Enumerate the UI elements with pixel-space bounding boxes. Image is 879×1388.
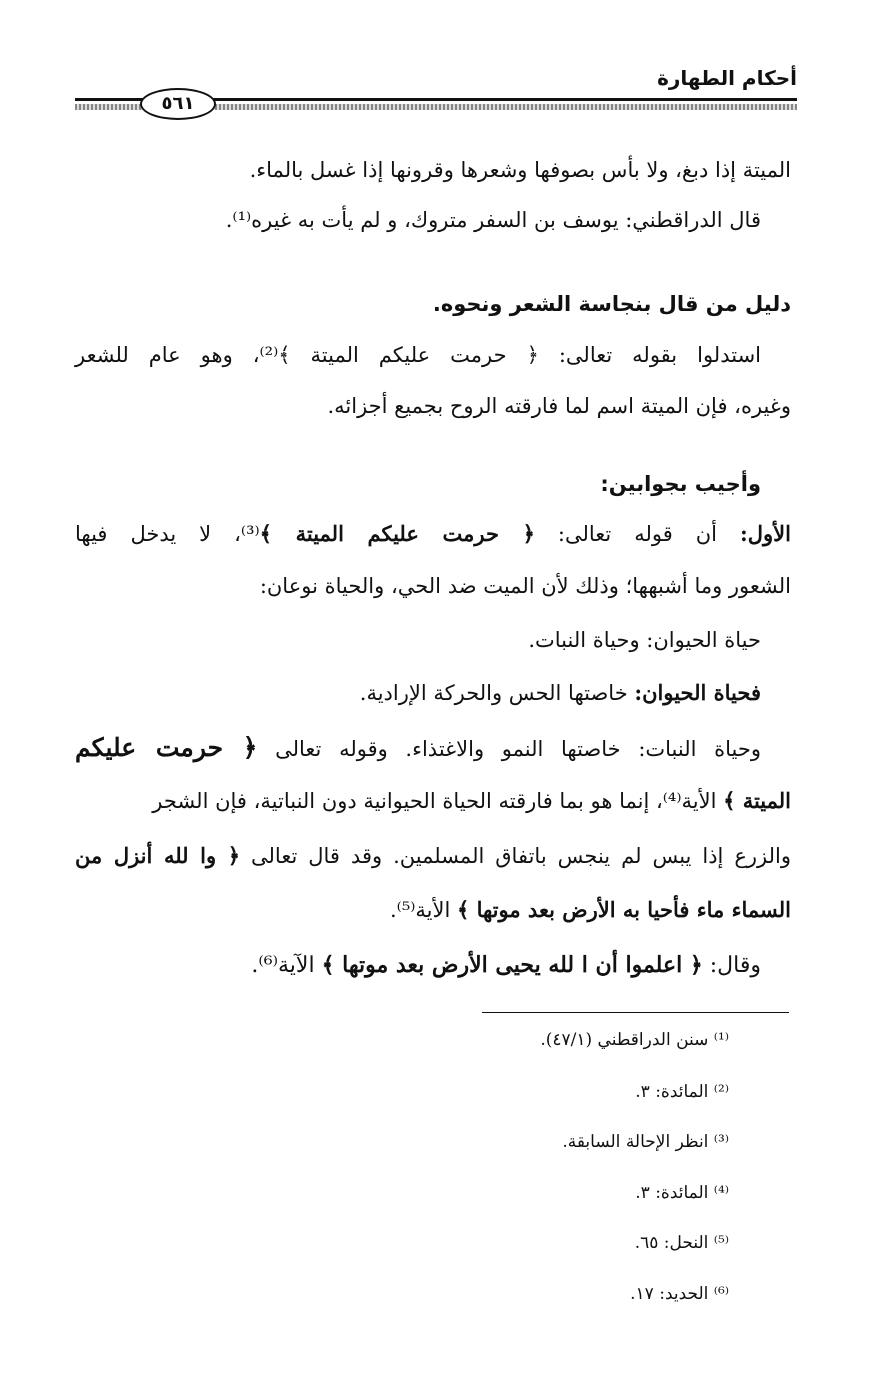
section-heading: دليل من قال بنجاسة الشعر ونحوه. bbox=[432, 292, 791, 316]
text: أن قوله تعالى: bbox=[534, 522, 741, 546]
footnote-separator bbox=[482, 1012, 789, 1013]
running-header-title: أحكام الطهارة bbox=[657, 66, 797, 90]
text: وحياة النبات: خاصتها النمو والاغتذاء. وقوله تعالى bbox=[257, 737, 761, 761]
quran-quote: السماء ماء فأحيا به الأرض بعد موتها ﴾ bbox=[456, 897, 791, 922]
quran-quote: ﴿ حرمت عليكم الميتة ﴾ bbox=[259, 521, 535, 546]
text: الأية⁽⁵⁾. bbox=[389, 898, 457, 922]
body-line bbox=[390, 897, 791, 922]
quran-quote: ﴿ اعلموا أن ا لله يحيى الأرض بعد موتها ﴾ bbox=[321, 952, 703, 978]
text: خاصتها الحس والحركة الإرادية. bbox=[359, 681, 635, 705]
body-line: وغيره، فإن الميتة اسم لما فارقته الروح بجميع أجزائه. bbox=[327, 394, 791, 418]
body-line bbox=[251, 952, 761, 978]
body-line: حياة الحيوان: وحياة النبات. bbox=[528, 628, 761, 652]
quran-quote: ﴿ حرمت عليكم bbox=[75, 733, 258, 762]
body-line: قال الدراقطني: يوسف بن السفر متروك، و لم يأت به غيره⁽¹⁾. bbox=[225, 208, 761, 232]
body-line bbox=[75, 521, 791, 546]
body-line bbox=[75, 733, 761, 762]
footnote: ⁽⁶⁾ الحديد: ١٧. bbox=[630, 1284, 729, 1304]
body-line: استدلوا بقوله تعالى: ﴿ حرمت عليكم الميتة ﴾⁽²⁾، وهو عام للشعر bbox=[75, 343, 761, 367]
page-number: ٥٦١ bbox=[140, 88, 216, 120]
footnote: ⁽⁴⁾ المائدة: ٣. bbox=[635, 1183, 729, 1203]
footnote: ⁽²⁾ المائدة: ٣. bbox=[635, 1082, 729, 1102]
text: الآية⁽⁶⁾. bbox=[251, 953, 322, 978]
body-line: الميتة إذا دبغ، ولا بأس بصوفها وشعرها وقرونها إذا غسل بالماء. bbox=[249, 158, 791, 182]
label: فحياة الحيوان: bbox=[634, 680, 761, 705]
quran-quote: ﴿ وا لله أنزل من bbox=[75, 843, 241, 868]
quran-quote: الميتة ﴾ bbox=[723, 788, 791, 813]
text: والزرع إذا يبس لم ينجس باتفاق المسلمين. وقد قال تعالى bbox=[240, 844, 791, 868]
footnote: ⁽³⁾ انظر الإحالة السابقة. bbox=[562, 1132, 729, 1152]
text: ⁽³⁾، لا يدخل فيها bbox=[75, 522, 260, 546]
footnote: ⁽¹⁾ سنن الدراقطني (٤٧/١). bbox=[540, 1030, 729, 1050]
body-line bbox=[75, 843, 791, 868]
body-line: الشعور وما أشبهها؛ وذلك لأن الميت ضد الحي، والحياة نوعان: bbox=[259, 574, 791, 598]
body-line bbox=[360, 680, 761, 705]
text: وقال: bbox=[702, 953, 761, 978]
label: الأول: bbox=[740, 521, 791, 546]
section-heading: وأجيب بجوابين: bbox=[600, 472, 761, 496]
text: الأية⁽⁴⁾، إنما هو بما فارقته الحياة الحيوانية دون النباتية، فإن الشجر bbox=[152, 789, 724, 813]
footnote: ⁽⁵⁾ النحل: ٦٥. bbox=[634, 1233, 729, 1253]
body-line bbox=[152, 788, 791, 813]
